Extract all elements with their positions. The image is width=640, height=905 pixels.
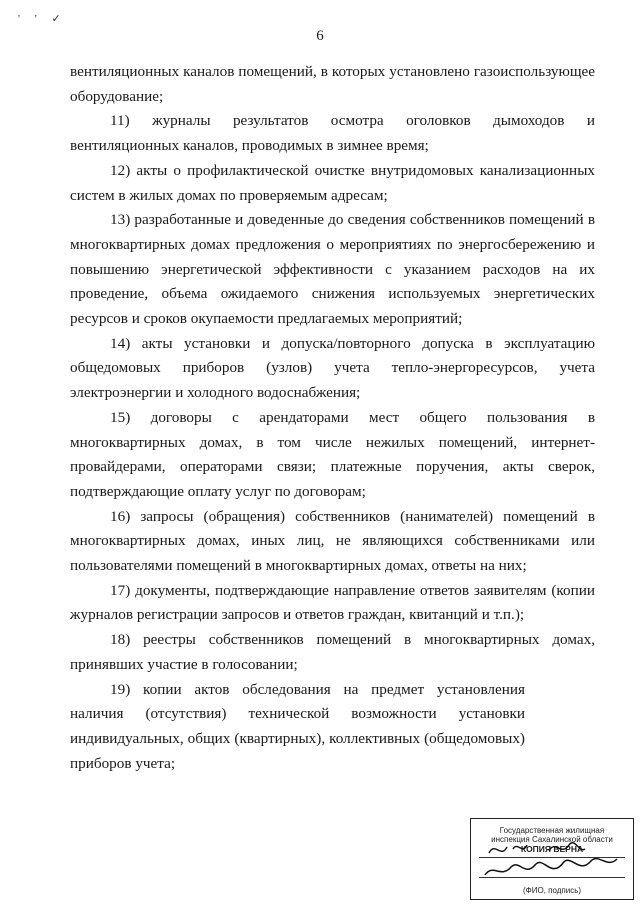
list-item-14: 14) акты установки и допуска/повторного допуска в эксплуатацию общедомовых приборов (узлов) учета тепло-энергоресурсов, учета электроэнергии и холодного водоснабжения;	[70, 334, 595, 402]
stamp-copy-label: КОПИЯ ВЕРНА	[520, 844, 584, 854]
stamp-org-line1: Государственная жилищная	[499, 826, 605, 835]
certification-stamp	[470, 818, 634, 900]
list-item-18: 18) реестры собственников помещений в многоквартирных домах, принявших участие в голосовании;	[70, 631, 595, 673]
margin-marks: ' ' ✓	[18, 13, 67, 25]
list-item-13: 13) разработанные и доведенные до сведения собственников помещений в многоквартирных домах предложения о мероприятиях по энергосбережению и повышению энергетической эффективности с указанием расходов на их проведение, объема ожидаемого снижения используемых энергетических ресурсов и сроков окупаемости предлагаемых мероприятий;	[70, 211, 595, 328]
stamp-org-line2: инспекция Сахалинской области	[491, 835, 613, 844]
stamp-caption: (ФИО, подпись)	[522, 886, 582, 895]
list-item-17: 17) документы, подтверждающие направление ответов заявителям (копии журналов регистрации запросов и ответов граждан, квитанций и т.п.);	[70, 581, 595, 624]
paragraph-continuation: вентиляционных каналов помещений, в которых установлено газоиспользующее оборудование;	[70, 63, 595, 105]
list-item-12: 12) акты о профилактической очистке внутридомовых канализационных систем в жилых домах по проверяемым адресам;	[70, 161, 595, 204]
list-item-19: 19) копии актов обследования на предмет установления наличия (отсутствия) технической возможности установки индивидуальных, общих (квартирных), коллективных (общедомовых) приборов учета;	[70, 680, 525, 772]
list-item-11: 11) журналы результатов осмотра оголовков дымоходов и вентиляционных каналов, проводимых в зимнее время;	[70, 112, 595, 155]
list-item-16: 16) запросы (обращения) собственников (нанимателей) помещений в многоквартирных домах, иных лиц, не являющихся собственниками или пользователями помещений в многоквартирных домах, ответы на них;	[70, 507, 595, 575]
page-number: 6	[316, 28, 324, 44]
list-item-15: 15) договоры с арендаторами мест общего пользования в многоквартирных домах, в том числе нежилых помещений, интернет-провайдерами, операторами связи; платежные поручения, акты сверок, подтверждающие оплату услуг по договорам;	[70, 408, 595, 500]
document-body	[70, 60, 595, 776]
